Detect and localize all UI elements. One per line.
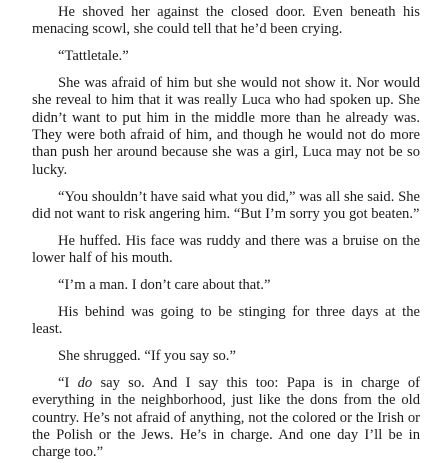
paragraph (32, 375, 420, 462)
emphasis: do (77, 374, 93, 391)
paragraph (32, 75, 420, 179)
text-run: “I (58, 374, 78, 391)
text-run: “I’m a man. I don’t care about that.” (58, 276, 271, 293)
paragraph (32, 233, 420, 268)
text-run: He huffed. His face was ruddy and there was a bruise on the lower half of his mouth. (32, 232, 420, 267)
text-run: His behind was going to be stinging for three days at the least. (32, 303, 420, 338)
paragraph (32, 348, 420, 365)
paragraph (32, 4, 420, 39)
text-run: She shrugged. “If you say so.” (58, 348, 236, 364)
text-run: He shoved her against the closed door. Even beneath his menacing scowl, she could tell that he’d been crying. (32, 4, 420, 38)
text-run: “You shouldn’t have said what you did,” was all she said. She did not want to risk angering him. “But I’m sorry you got beaten.” (32, 188, 420, 222)
paragraph (32, 277, 420, 294)
paragraph (32, 189, 420, 224)
book-page (32, 4, 420, 462)
paragraph (32, 48, 420, 65)
text-run: She was afraid of him but she would not show it. Nor would she reveal to him that it was really Luca who had spoken up. She didn’t want to put him in the middle more than he already was. They were both afraid of him, and though he would not do more than push her around because she was a girl, Luca may not be so lucky. (32, 75, 420, 178)
text-run: say so. And I say this too: Papa is in charge of everything in the neighborhood, just like the dons from the old country. He’s not afraid of anything, not the colored or the Irish or the Polish or the Jews. He’s in charge. And one day I’ll be in charge too.” (32, 374, 420, 461)
paragraph (32, 304, 420, 339)
text-run: “Tattletale.” (58, 48, 129, 65)
